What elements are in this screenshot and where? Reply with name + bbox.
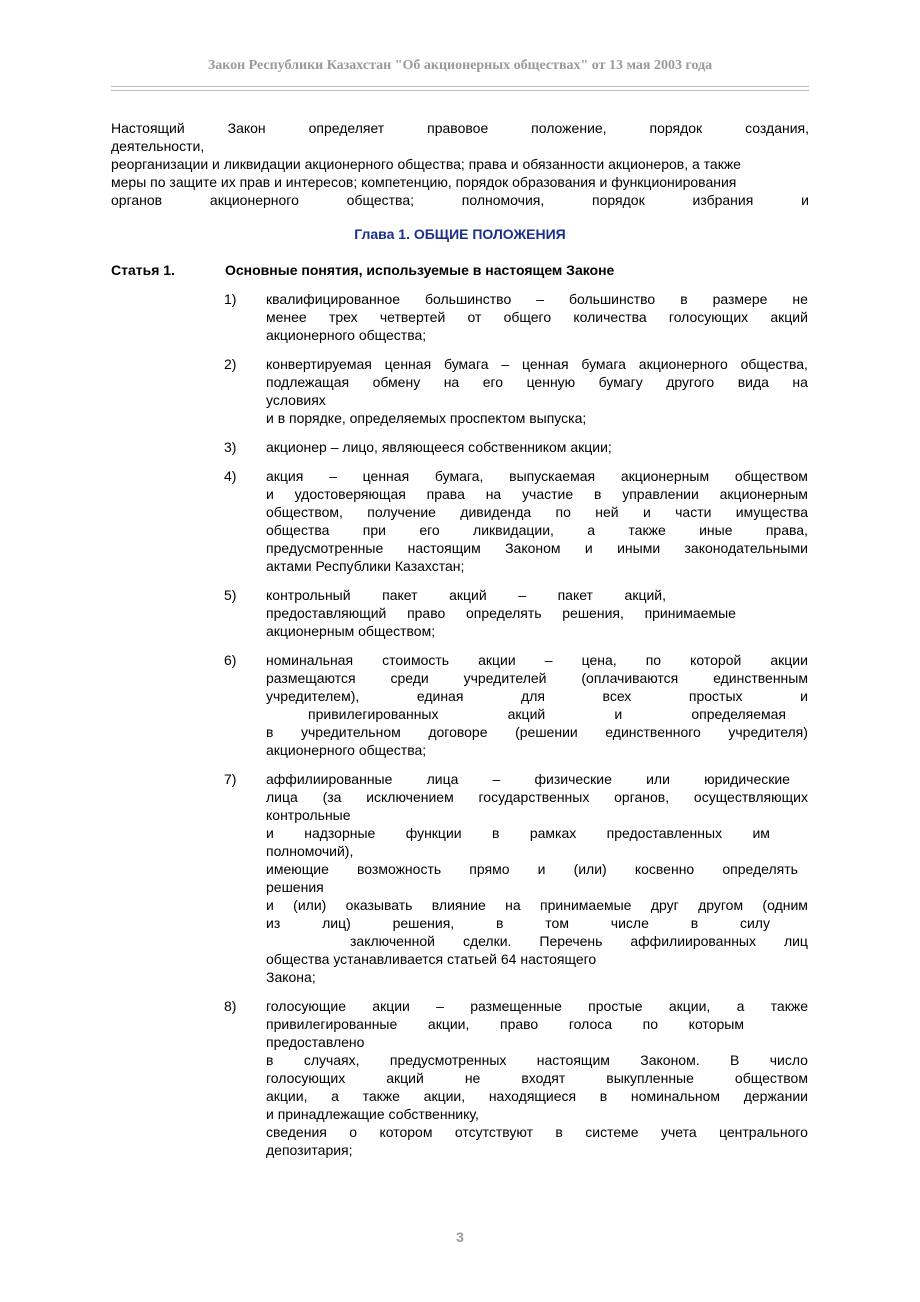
text-line: подлежащая обмену на его ценную бумагу другого вида на bbox=[266, 374, 808, 390]
text-line: квалифицированное большинство – большинство в размере не bbox=[266, 291, 808, 307]
text-line: и в порядке, определяемых проспектом выпуска; bbox=[266, 410, 587, 426]
text-line: депозитария; bbox=[266, 1142, 353, 1158]
list-item bbox=[224, 467, 810, 575]
text-line: сведения о котором отсутствуют в системе учета центрального bbox=[266, 1124, 808, 1140]
text-line: актами Республики Казахстан; bbox=[266, 558, 465, 574]
text-line: контрольный пакет акций – пакет акций, bbox=[266, 587, 666, 603]
text-line: акционерного общества; bbox=[266, 327, 427, 343]
text-line: общества устанавливается статьей 64 настоящего bbox=[266, 951, 597, 967]
text-line: аффилиированные лица – физические или юридические bbox=[266, 771, 790, 787]
list-item bbox=[224, 997, 810, 1159]
text-line: и надзорные функции в рамках предоставленных им bbox=[266, 825, 770, 841]
text-line: привилегированных акций и определяемая bbox=[308, 706, 786, 722]
text-line: меры по защите их прав и интересов; компетенцию, порядок образования и функционирования bbox=[111, 174, 737, 190]
list-item bbox=[224, 438, 810, 456]
list-item bbox=[224, 770, 810, 986]
text-line: реорганизации и ликвидации акционерного общества; права и обязанности акционеров, а также bbox=[111, 156, 741, 172]
text-line: привилегированные акции, право голоса по которым bbox=[266, 1016, 744, 1032]
text-line: акционерным обществом; bbox=[266, 623, 436, 639]
header-divider-top bbox=[111, 86, 809, 87]
list-item bbox=[224, 651, 810, 759]
item-number: 6) bbox=[224, 652, 237, 668]
text-line: номинальная стоимость акции – цена, по которой акции bbox=[266, 652, 808, 668]
text-line: и удостоверяющая права на участие в управлении акционерным bbox=[266, 486, 808, 502]
text-line: общества при его ликвидации, а также иные права, bbox=[266, 522, 808, 538]
text-line: заключенной сделки. Перечень аффилиированных лиц bbox=[350, 933, 808, 949]
item-text bbox=[266, 997, 808, 1159]
article-items-list bbox=[224, 290, 810, 1170]
item-number: 8) bbox=[224, 998, 237, 1014]
article-title: Основные понятия, используемые в настоящем Законе bbox=[225, 262, 615, 278]
page-number: 3 bbox=[456, 1229, 464, 1245]
text-line: и (или) оказывать влияние на принимаемые друг другом (одним bbox=[266, 897, 808, 913]
text-line: предоставляющий право определять решения, принимаемые bbox=[266, 605, 736, 621]
text-line: Закона; bbox=[266, 969, 316, 985]
item-number: 1) bbox=[224, 291, 237, 307]
text-line: решения bbox=[266, 879, 324, 895]
text-line: в учредительном договоре (решении единственного учредителя) bbox=[266, 724, 808, 740]
item-text bbox=[266, 770, 808, 986]
item-number: 5) bbox=[224, 587, 237, 603]
item-number: 7) bbox=[224, 771, 237, 787]
text-line: обществом, получение дивиденда по ней и части имущества bbox=[266, 504, 808, 520]
article-number: Статья 1. bbox=[111, 262, 175, 278]
text-line: акционер – лицо, являющееся собственником акции; bbox=[266, 439, 612, 455]
item-text bbox=[266, 290, 808, 344]
text-line: предусмотренные настоящим Законом и иными законодательными bbox=[266, 540, 808, 556]
text-line: контрольные bbox=[266, 807, 351, 823]
text-line: и принадлежащие собственнику, bbox=[266, 1106, 479, 1122]
text-line: в случаях, предусмотренных настоящим Законом. В число bbox=[266, 1052, 808, 1068]
document-header-title: Закон Республики Казахстан "Об акционерных обществах" от 13 мая 2003 года bbox=[207, 58, 713, 73]
chapter-title: Глава 1. ОБЩИЕ ПОЛОЖЕНИЯ bbox=[354, 226, 566, 242]
item-number: 4) bbox=[224, 468, 237, 484]
text-line: органов акционерного общества; полномочия, порядок избрания и bbox=[111, 192, 809, 208]
text-line: голосующие акции – размещенные простые акции, а также bbox=[266, 998, 808, 1014]
text-line: конвертируемая ценная бумага – ценная бумага акционерного общества, bbox=[266, 356, 808, 372]
list-item bbox=[224, 290, 810, 344]
text-line: размещаются среди учредителей (оплачиваются единственным bbox=[266, 670, 808, 686]
text-line: менее трех четвертей от общего количества голосующих акций bbox=[266, 309, 808, 325]
text-line: акции, а также акции, находящиеся в номинальном держании bbox=[266, 1088, 808, 1104]
text-line: полномочий), bbox=[266, 843, 354, 859]
item-text bbox=[266, 467, 808, 575]
text-line: акционерного общества; bbox=[266, 742, 427, 758]
item-text bbox=[266, 355, 808, 427]
list-item bbox=[224, 355, 810, 427]
text-line: из лиц) решения, в том числе в силу bbox=[266, 915, 770, 931]
text-line: акция – ценная бумага, выпускаемая акционерным обществом bbox=[266, 468, 808, 484]
text-line: имеющие возможность прямо и (или) косвенно определять bbox=[266, 861, 798, 877]
header-divider-bottom bbox=[111, 90, 809, 91]
item-text bbox=[266, 651, 808, 759]
text-line: деятельности, bbox=[111, 138, 205, 154]
text-line: Настоящий Закон определяет правовое положение, порядок создания, bbox=[111, 120, 809, 136]
text-line: голосующих акций не входят выкупленные обществом bbox=[266, 1070, 808, 1086]
item-text bbox=[266, 586, 808, 640]
intro-paragraph bbox=[111, 119, 809, 209]
item-text bbox=[266, 438, 808, 456]
list-item bbox=[224, 586, 810, 640]
text-line: учредителем), единая для всех простых и bbox=[266, 688, 808, 704]
text-line: лица (за исключением государственных органов, осуществляющих bbox=[266, 789, 808, 805]
item-number: 2) bbox=[224, 356, 237, 372]
item-number: 3) bbox=[224, 439, 237, 455]
text-line: предоставлено bbox=[266, 1034, 365, 1050]
text-line: условиях bbox=[266, 392, 326, 408]
